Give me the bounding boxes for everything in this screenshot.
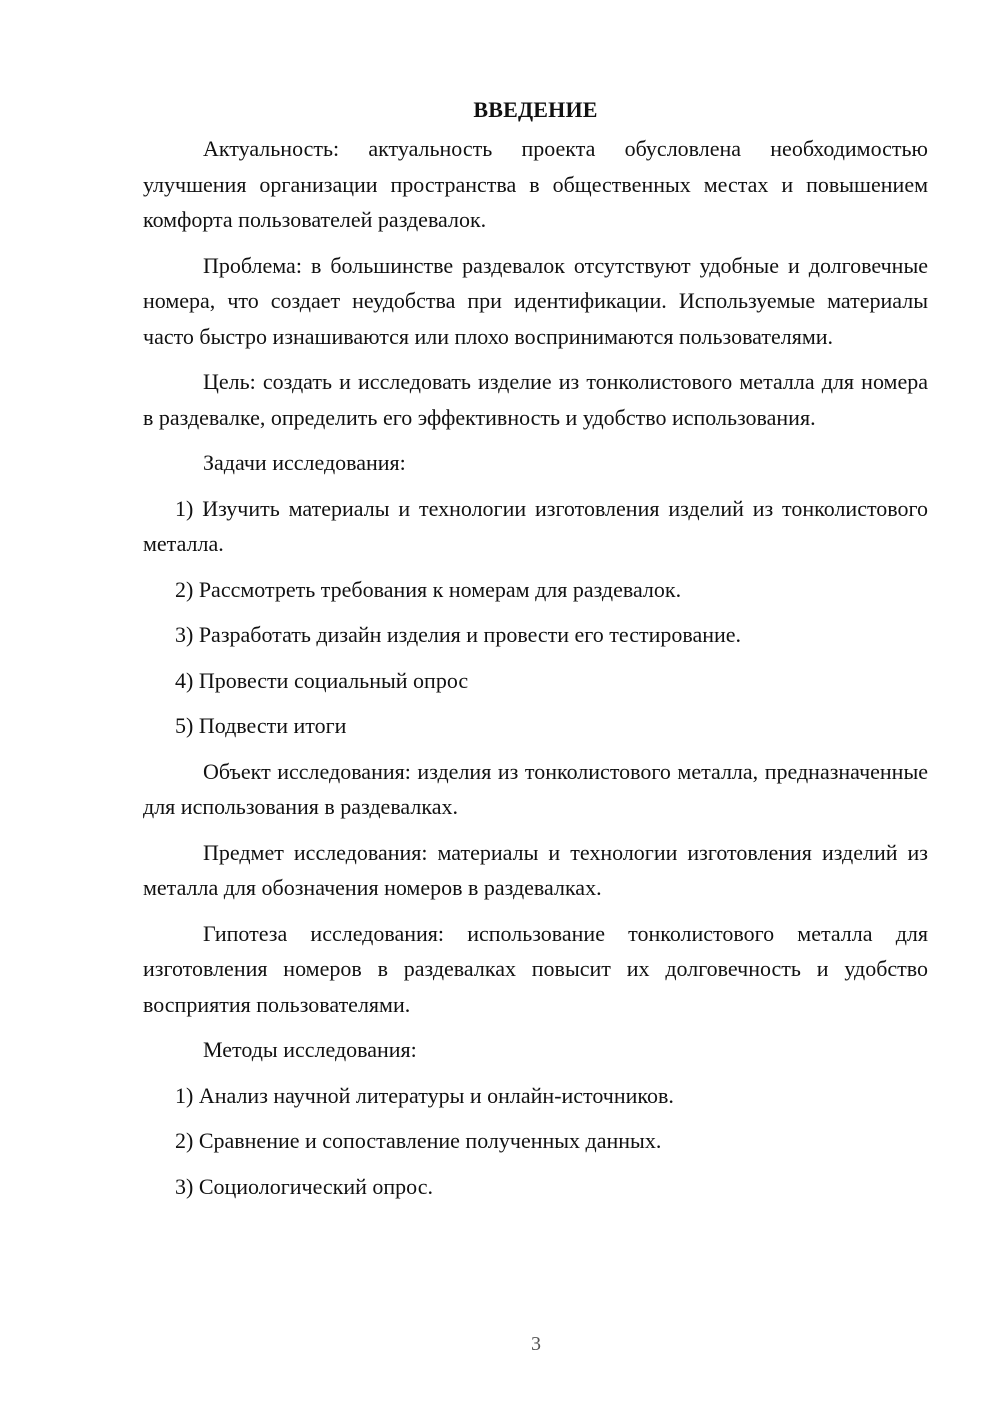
task-item: 1) Изучить материалы и технологии изготовления изделий из тонколистового металла. <box>143 495 928 556</box>
object-paragraph: Объект исследования: изделия из тонколистового металла, предназначенные для использования в раздевалках. <box>143 758 928 819</box>
methods-heading: Методы исследования: <box>203 1037 417 1062</box>
tasks-heading: Задачи исследования: <box>203 450 406 475</box>
method-item: 1) Анализ научной литературы и онлайн-источников. <box>175 1082 674 1108</box>
task-item: 2) Рассмотреть требования к номерам для раздевалок. <box>175 576 682 602</box>
page-title: ВВЕДЕНИЕ <box>473 97 598 122</box>
method-item: 2) Сравнение и сопоставление полученных данных. <box>175 1128 662 1153</box>
goal-paragraph: Цель: создать и исследовать изделие из тонколистового металла для номера в раздевалке, определить его эффективность и удобство использования. <box>143 369 928 430</box>
subject-paragraph: Предмет исследования: материалы и технологии изготовления изделий из металла для обозначения номеров в раздевалках. <box>143 839 928 900</box>
task-item: 4) Провести социальный опрос <box>175 667 469 693</box>
task-item: 5) Подвести итоги <box>175 713 347 738</box>
document-page <box>143 95 928 1204</box>
hypothesis-paragraph: Гипотеза исследования: использование тонколистового металла для изготовления номеров в раздевалках повысит их долговечность и удобство восприятия пользователями. <box>143 920 928 1017</box>
problem-paragraph: Проблема: в большинстве раздевалок отсутствуют удобные и долговечные номера, что создает неудобства при идентификации. Используемые материалы часто быстро изнашиваются или плохо воспринимаются пользователями. <box>143 252 928 349</box>
page-number: 3 <box>531 1333 541 1355</box>
relevance-paragraph: Актуальность: актуальность проекта обусловлена необходимостью улучшения организации пространства в общественных местах и повышением комфорта пользователей раздевалок. <box>143 136 928 232</box>
task-item: 3) Разработать дизайн изделия и провести его тестирование. <box>175 622 742 647</box>
method-item: 3) Социологический опрос. <box>175 1173 433 1199</box>
